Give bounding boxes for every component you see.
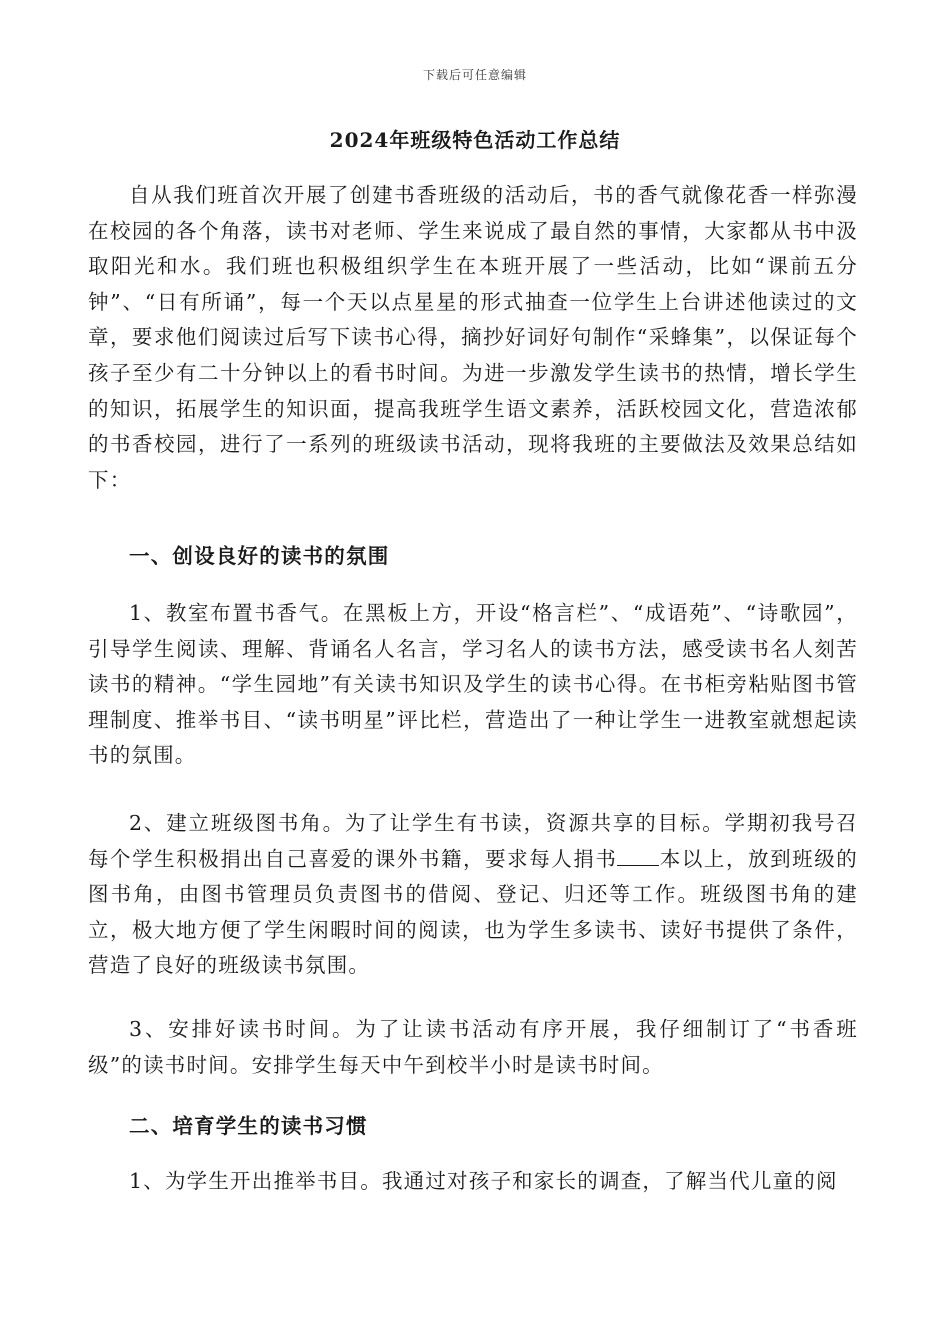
section1-item1: 1、教室布置书香气。在黑板上方，开设“格言栏”、“成语苑”、“诗歌园”，引导学生阅读、理解、背诵名人名言，学习名人的读书方法，感受读书名人刻苦读书的精神。“学生园地”有关读书知识及学生的读书心得。在书柜旁粘贴图书管理制度、推举书目、“读书明星”评比栏，营造出了一种让学生一进教室就想起读书的氛围。 <box>88 601 858 768</box>
document-title: 2024年班级特色活动工作总结 <box>329 128 621 152</box>
section2-heading: 二、培育学生的读书习惯 <box>129 1114 368 1138</box>
section1-item2 <box>88 806 858 984</box>
section1-item2-text-before: 2、建立班级图书角。为了让学生有书读，资源共享的目标。学期初我号召每个学生积极捐出自己喜爱的课外书籍，要求每人捐书 <box>88 811 858 871</box>
section1-heading: 一、创设良好的读书的氛围 <box>129 544 390 568</box>
header-note: 下载后可任意编辑 <box>422 68 527 82</box>
intro-paragraph: 自从我们班首次开展了创建书香班级的活动后，书的香气就像花香一样弥漫在校园的各个角落，读书对老师、学生来说成了最自然的事情，大家都从书中汲取阳光和水。我们班也积极组织学生在本班开展了一些活动，比如“课前五分钟”、“日有所诵”，每一个天以点星星的形式抽查一位学生上台讲述他读过的文章，要求他们阅读过后写下读书心得，摘抄好词好句制作“采蜂集”，以保证每个孩子至少有二十分钟以上的看书时间。为进一步激发学生读书的热情，增长学生的知识，拓展学生的知识面，提高我班学生语文素养，活跃校园文化，营造浓郁的书香校园，进行了一系列的班级读书活动，现将我班的主要做法及效果总结如下： <box>88 183 858 492</box>
section2-item1: 1、为学生开出推举书目。我通过对孩子和家长的调查，了解当代儿童的阅 <box>129 1169 838 1193</box>
section1-item2-text-after: 本以上，放到班级的图书角，由图书管理员负责图书的借阅、登记、归还等工作。班级图书角的建立，极大地方便了学生闲暇时间的阅读，也为学生多读书、读好书提供了条件，营造了良好的班级读书氛围。 <box>88 846 858 978</box>
section1-item3: 3、安排好读书时间。为了让读书活动有序开展，我仔细制订了“书香班级”的读书时间。安排学生每天中午到校半小时是读书时间。 <box>88 1017 858 1077</box>
fill-in-blank <box>617 847 659 866</box>
